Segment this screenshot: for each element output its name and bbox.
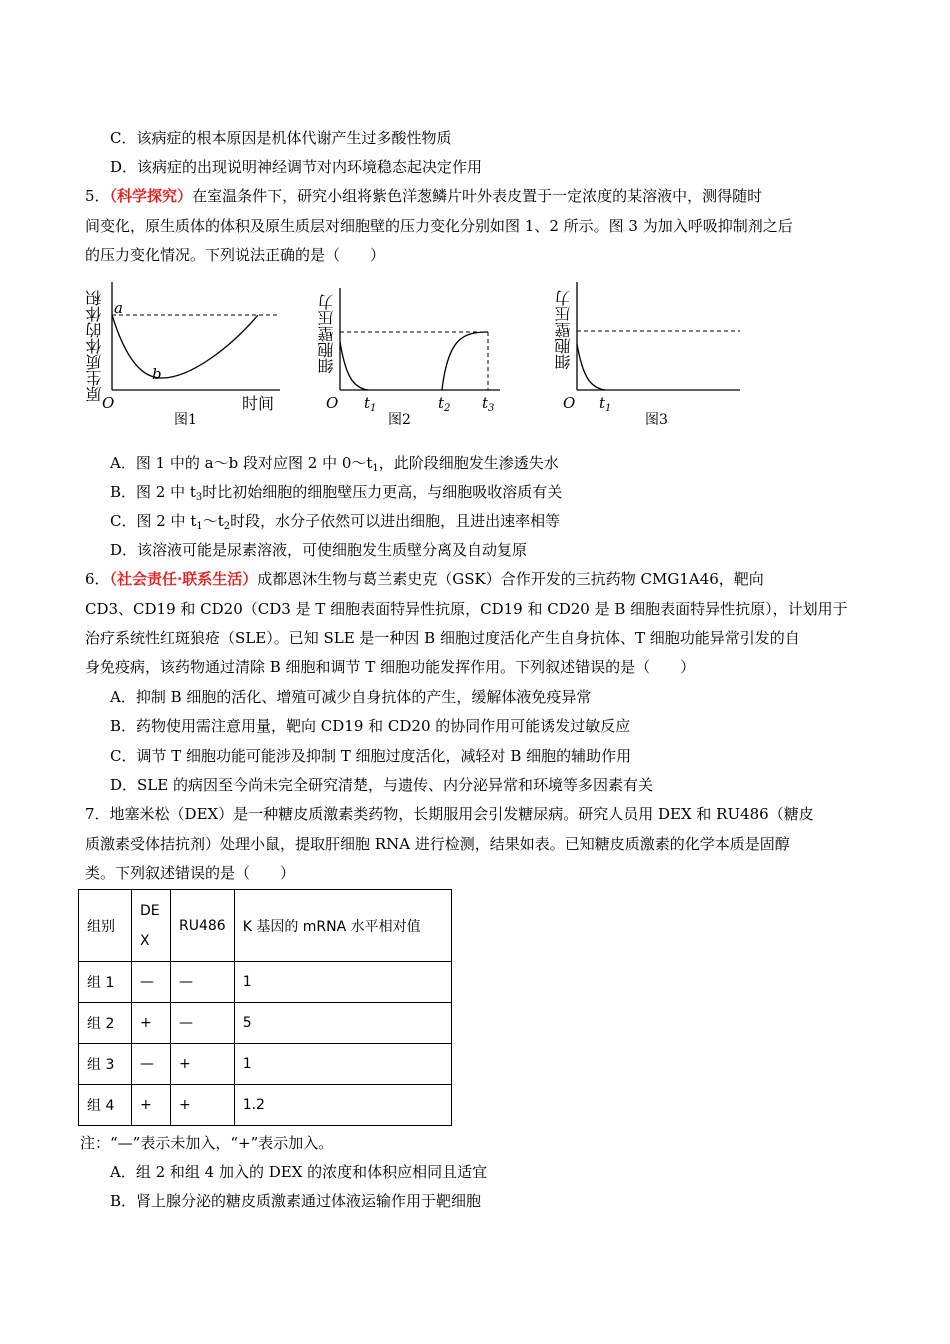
q5-option-d: D．该溶液可能是尿素溶液，可使细胞发生质壁分离及自动复原 [110, 541, 528, 559]
q7-option-b: B．肾上腺分泌的糖皮质激素通过体液运输作用于靶细胞 [110, 1192, 482, 1210]
table-cell: 组 3 [79, 1044, 132, 1085]
table-cell: + [132, 1003, 171, 1044]
q7-option-a: A．组 2 和组 4 加入的 DEX 的浓度和体积应相同且适宜 [110, 1163, 488, 1181]
table-cell: — [171, 1003, 235, 1044]
fig1-caption: 图1 [174, 412, 197, 428]
fig2-origin: O [326, 394, 339, 412]
q7-stem-line2: 质激素受体拮抗剂）处理小鼠，提取肝细胞 RNA 进行检测，结果如表。已知糖皮质激素的化学本质是固醇 [85, 835, 790, 853]
table-row [79, 962, 452, 1003]
table-cell: 组 2 [79, 1003, 132, 1044]
table-cell: 1 [234, 1044, 451, 1085]
q7-table-note: 注：“—”表示未加入，“+”表示加入。 [80, 1134, 334, 1152]
q5-option-a: A．图 1 中的 a～b 段对应图 2 中 $0\sim t_1$，此阶段细胞发生渗透失水 [110, 454, 559, 474]
q6-option-c: C．调节 T 细胞功能可能涉及抑制 T 细胞过度活化，减轻对 B 细胞的辅助作用 [110, 747, 632, 765]
fig2-t1: $t_1$ [364, 394, 377, 414]
fig2-y-label: 细胞壁压力 [317, 294, 336, 374]
q7-data-table [78, 889, 452, 1126]
table-cell: + [171, 1085, 235, 1126]
table-cell: — [171, 962, 235, 1003]
table-header-group: 组别 [79, 890, 132, 962]
fig1-y-label: 原生质体的体积 [85, 290, 104, 402]
q6-number: 6． [85, 570, 110, 588]
table-cell: 组 1 [79, 962, 132, 1003]
table-row [79, 1044, 452, 1085]
table-cell: 1.2 [234, 1085, 451, 1126]
table-cell: 5 [234, 1003, 451, 1044]
fig1-volume-curve [112, 315, 258, 378]
q7-stem-line1: 7．地塞米松（DEX）是一种糖皮质激素类药物，长期服用会引发糖尿病。研究人员用 DEX 和 RU486（糖皮 [85, 805, 814, 823]
table-row [79, 1003, 452, 1044]
table-header-dex: DE X [132, 890, 171, 962]
fig2-recovery-curve [442, 332, 488, 390]
figure-3 [555, 278, 755, 430]
table-cell: + [171, 1044, 235, 1085]
table-cell: — [132, 1044, 171, 1085]
fig3-decline-curve [577, 344, 605, 390]
figure-1 [85, 278, 290, 430]
q6-stem-line1 [85, 568, 764, 590]
fig3-origin: O [563, 394, 576, 412]
fig1-label-b: b [152, 365, 162, 383]
q5-stem-line1 [85, 185, 762, 207]
fig2-t3: $t_3$ [482, 394, 495, 414]
q7-stem-line3: 类。下列叙述错误的是（ ） [85, 864, 296, 882]
table-cell: 1 [234, 962, 451, 1003]
q4-option-d: D．该病症的出现说明神经调节对内环境稳态起决定作用 [110, 158, 483, 176]
q5-tag: （科学探究） [109, 187, 193, 205]
table-row [79, 1085, 452, 1126]
q6-stem-text: 成都恩沐生物与葛兰素史克（GSK）合作开发的三抗药物 CMG1A46，靶向 [257, 570, 764, 588]
table-header-row [79, 890, 452, 962]
q6-option-a: A．抑制 B 细胞的活化、增殖可减少自身抗体的产生，缓解体液免疫异常 [110, 688, 592, 706]
fig1-origin: O [102, 394, 115, 412]
fig3-t1: $t_1$ [599, 394, 612, 414]
figure-3-graph [555, 278, 755, 430]
q5-number: 5． [85, 187, 110, 205]
q4-option-c: C．该病症的根本原因是机体代谢产生过多酸性物质 [110, 129, 452, 147]
q6-stem-line3: 治疗系统性红斑狼疮（SLE）。已知 SLE 是一种因 B 细胞过度活化产生自身抗体、T 细胞功能异常引发的自 [85, 629, 800, 647]
q6-option-d: D．SLE 的病因至今尚未完全研究清楚，与遗传、内分泌异常和环境等多因素有关 [110, 776, 653, 794]
fig2-decline-curve [340, 342, 368, 390]
figure-1-graph [90, 278, 290, 430]
q5-stem-line3: 的压力变化情况。下列说法正确的是（ ） [85, 246, 386, 264]
table-cell: — [132, 962, 171, 1003]
table-header-mrna: K 基因的 mRNA 水平相对值 [234, 890, 451, 962]
q6-option-b: B．药物使用需注意用量，靶向 CD19 和 CD20 的协同作用可能诱发过敏反应 [110, 717, 631, 735]
q6-stem-line2: CD3、CD19 和 CD20（CD3 是 T 细胞表面特异性抗原，CD19 和 CD20 是 B 细胞表面特异性抗原），计划用于 [85, 600, 848, 618]
q6-tag: （社会责任·联系生活） [109, 570, 258, 588]
table-header-ru486: RU486 [171, 890, 235, 962]
q6-stem-line4: 身免疫病，该药物通过清除 B 细胞和调节 T 细胞功能发挥作用。下列叙述错误的是（ ） [85, 658, 696, 676]
figure-2 [318, 278, 508, 430]
fig3-y-label: 细胞壁压力 [554, 290, 573, 370]
fig1-x-label: 时间 [242, 394, 275, 413]
fig3-caption: 图3 [645, 412, 668, 428]
table-cell: 组 4 [79, 1085, 132, 1126]
q5-option-b: B．图 2 中 $t_3$时比初始细胞的细胞壁压力更高，与细胞吸收溶质有关 [110, 483, 563, 503]
fig2-caption: 图2 [388, 412, 411, 428]
q5-stem-line2: 间变化，原生质体的体积及原生质层对细胞壁的压力变化分别如图 1、2 所示。图 3 为加入呼吸抑制剂之后 [85, 217, 793, 235]
fig1-label-a: a [114, 299, 123, 317]
fig2-t2: $t_2$ [438, 394, 451, 414]
q5-option-c: C．图 2 中 $t_1\sim t_2$时段，水分子依然可以进出细胞，且进出速率相等 [110, 512, 561, 532]
figure-2-graph [318, 278, 508, 430]
q5-stem-text: 在室温条件下，研究小组将紫色洋葱鳞片叶外表皮置于一定浓度的某溶液中，测得随时 [192, 187, 763, 205]
table-cell: + [132, 1085, 171, 1126]
